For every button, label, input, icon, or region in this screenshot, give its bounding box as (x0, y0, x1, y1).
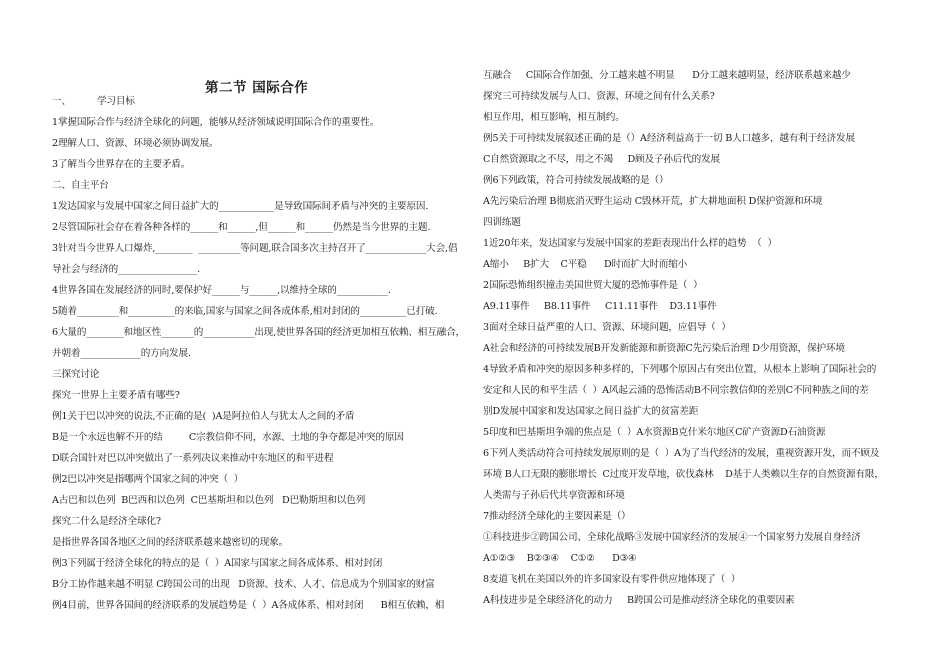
text-line: A9.11事件 B8.11事件 C11.11事件 D3.11事件 (483, 301, 717, 312)
text-line: 二、自主平台 (52, 180, 109, 191)
text-line: 2国际恐怖组织撞击美国世贸大厦的恐怖事件是（ ） (483, 280, 703, 291)
text-line: 三探究讨论 (52, 369, 100, 380)
text-line: B是一个永远也解不开的结 C宗教信仰不同，水源、土地的争夺都是冲突的原因 (52, 432, 404, 443)
text-line: 4导致矛盾和冲突的原因多种多样的，下列哪个原因占有突出位置，从根本上影响了国际社会的 (483, 364, 877, 375)
text-line: 3了解当今世界存在的主要矛盾。 (52, 159, 191, 170)
text-line: 7推动经济全球化的主要因素是（） (483, 511, 631, 522)
text-line: 8麦道飞机在美国以外的许多国家设有零件供应地体现了（ ） (483, 574, 741, 585)
text-line: B分工协作越来越不明显 C跨国公司的出现 D资源、技术、人才、信息成为个别国家的财富 (52, 579, 435, 590)
text-line: 探究三可持续发展与人口、资源、环境之间有什么关系? (483, 91, 715, 102)
text-line: 4世界各国在发展经济的同时,要保护好______与______,以维持全球的___________. (52, 285, 391, 296)
text-line: C自然资源取之不尽，用之不竭 D顾及子孙后代的发展 (483, 154, 720, 165)
text-line: 四训练题 (483, 217, 521, 228)
text-line: 是指世界各国各地区之间的经济联系越来越密切的现象。 (52, 537, 289, 548)
text-line: 探究二什么是经济全球化? (52, 516, 161, 527)
text-line: A社会和经济的可持续发展B开发新能源和新资源C先污染后治理 D少用资源，保护环境 (483, 343, 845, 354)
text-line: 5随着_________和__________的来临,国家与国家之间各成体系,相对封闭的__________已打破. (52, 306, 438, 317)
text-line: 环境 B人口无限的膨胀增长 C过度开发草地，砍伐森林 D基于人类赖以生存的自然资源有限， (483, 469, 884, 480)
text-line: ①科技进步②跨国公司、全球化战略③发展中国家经济的发展④一个国家努力发展自身经济 (483, 532, 861, 543)
text-line: 并朝着_____________的方向发展. (52, 348, 191, 359)
text-line: A缩小 B扩大 C平稳 D时而扩大时而缩小 (483, 259, 688, 270)
text-line: 安定和人民的和平生活（ ）A风起云涌的恐怖活动B不同宗教信仰的差别C不同种族之间的差 (483, 385, 869, 396)
text-line: 例4目前，世界各国间的经济联系的发展趋势是（ ）A各成体系、相对封闭 B相互依赖，相 (52, 600, 445, 611)
text-line: A科技进步是全球经济化的动力 B跨国公司是推动经济全球化的重要因素 (483, 595, 795, 606)
text-line: 相互作用，相互影响，相互制约。 (483, 112, 625, 123)
text-line: 例1关于巴以冲突的说法,不正确的是( )A是阿拉伯人与犹太人之间的矛盾 (52, 411, 355, 422)
text-line: 例5关于可持续发展叙述正确的是（）A经济利益高于一切 B人口越多，越有利于经济发展 (483, 133, 855, 144)
text-line: 5印度和巴基斯坦争端的焦点是（ ）A水资源B克什米尔地区C矿产资源D石油资源 (483, 427, 826, 438)
text-line: D联合国针对巴以冲突做出了一系列决议来推动中东地区的和平进程 (52, 453, 334, 464)
text-line: 1近20年来，发达国家与发展中国家的差距表现出什么样的趋势 （ ） (483, 238, 777, 249)
text-line: 人类需与子孙后代共享资源和环境 (483, 490, 625, 501)
text-line: 3面对全球日益严重的人口、资源、环境问题，应倡导（ ） (483, 322, 731, 333)
text-line: 导社会与经济的_________________. (52, 264, 201, 275)
text-line: 例3下列属于经济全球化的特点的是（ ）A国家与国家之间各成体系、相对封闭 (52, 558, 383, 569)
text-line: 1掌握国际合作与经济全球化的问题，能够从经济领域说明国际合作的重要性。 (52, 117, 380, 128)
text-line: 2理解人口、资源、环境必须协调发展。 (52, 138, 219, 149)
text-line: 探究一世界上主要矛盾有哪些? (52, 390, 180, 401)
text-line: 3针对当今世界人口爆炸,________ _________等问题,联合国多次主持召开了_____________大会,倡 (52, 243, 458, 254)
text-line: 例2巴以冲突是指哪两个国家之间的冲突（ ） (52, 474, 244, 485)
text-line: 别D发展中国家和发达国家之间日益扩大的贫富差距 (483, 406, 699, 417)
text-line: 2尽管国际社会存在着各种各样的______和______,但______和______仍然是当今世界的主题. (52, 222, 431, 233)
text-line: A古巴和以色列 B巴西和以色列 C巴基斯坦和以色列 D巴勒斯坦和以色列 (52, 495, 366, 506)
text-line: 1发达国家与发展中国家之间日益扩大的____________是导致国际间矛盾与冲突的主要原因. (52, 201, 429, 212)
text-line: 6大量的________和地区性_______的___________出现,使世界各国的经济更加相互依赖、相互融合， (52, 327, 465, 338)
text-line: A先污染后治理 B彻底消灭野生运动 C毁林开荒，扩大耕地面积 D保护资源和环境 (483, 196, 823, 207)
text-line: A①②③ B②③④ C①② D③④ (483, 553, 637, 564)
document-title: 第二节 国际合作 (205, 80, 309, 96)
text-line: 互融合 C国际合作加强、分工越来越不明显 D分工越来越明显，经济联系越来越少 (483, 70, 851, 81)
text-line: 6下列人类活动符合可持续发展原则的是（ ）A为了当代经济的发展，重视资源开发，而不顾及 (483, 448, 880, 459)
text-line: 例6下列政策，符合可持续发展战略的是（） (483, 175, 669, 186)
text-line: 一、 学习目标 (52, 96, 135, 107)
